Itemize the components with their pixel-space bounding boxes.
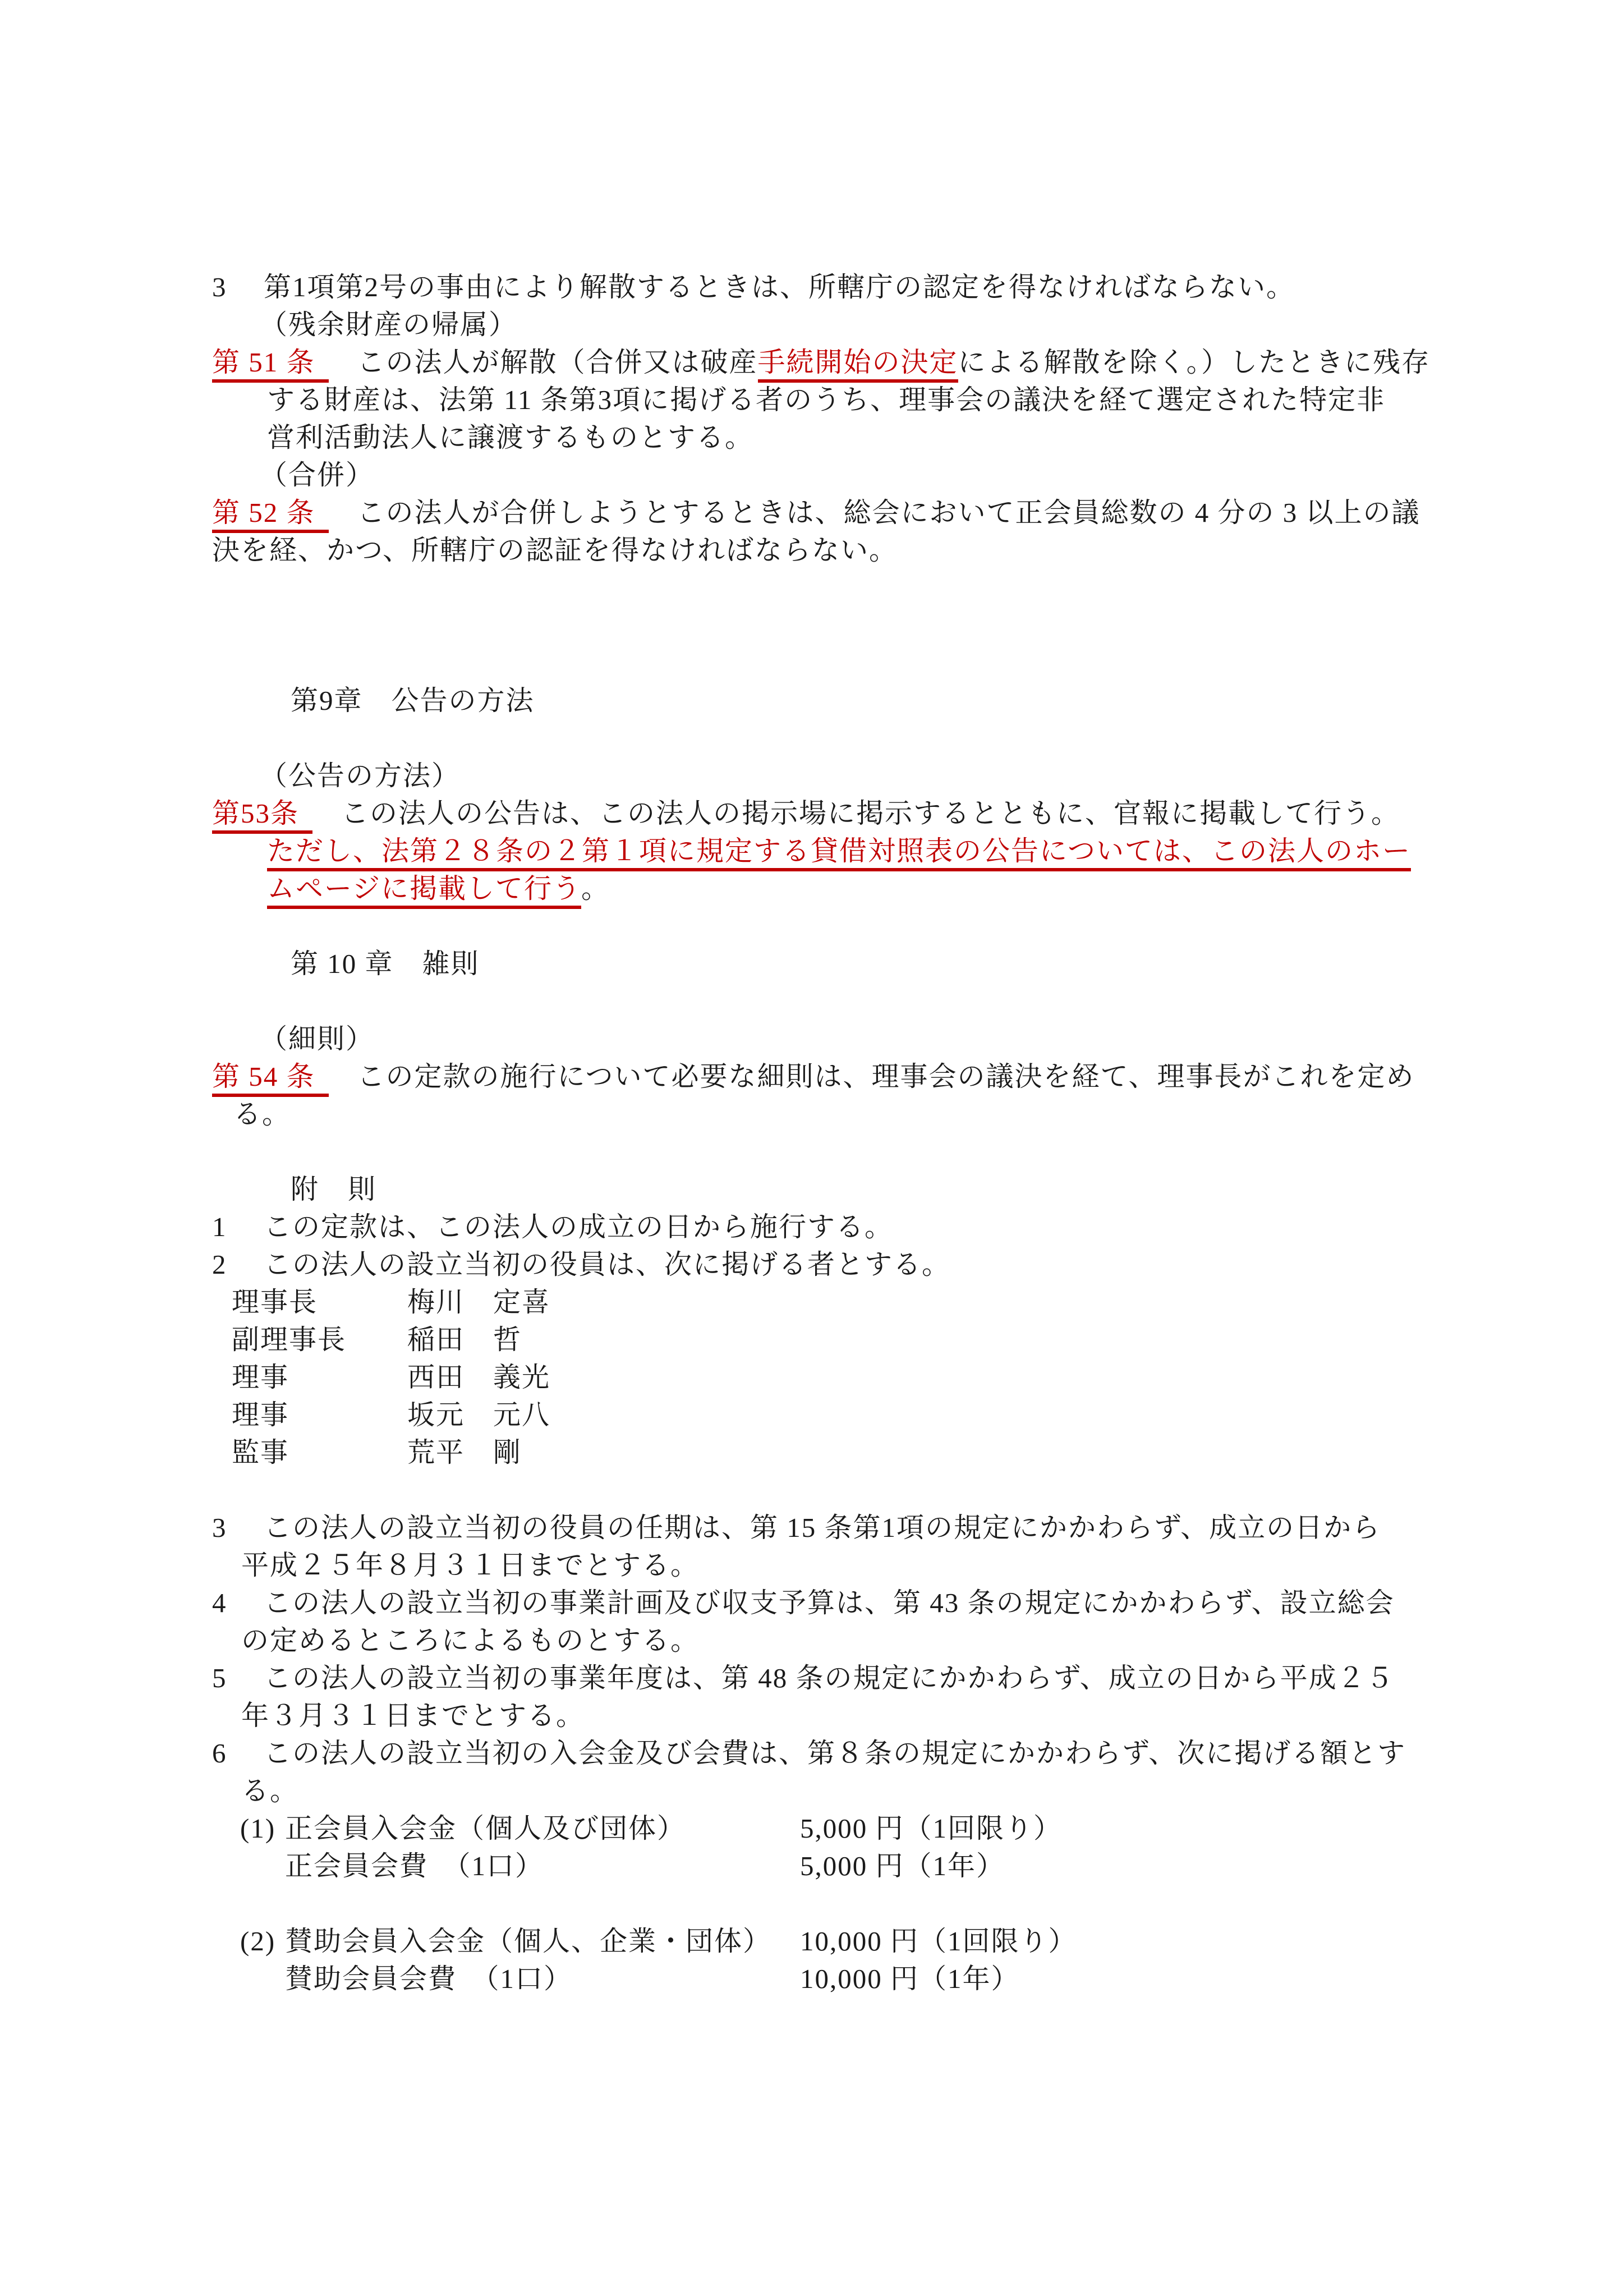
- article-54-line-1: [212, 1058, 1455, 1095]
- merger-label: （合併）: [260, 460, 375, 490]
- item-text: この法人の設立当初の事業計画及び収支予算は、第 43 条の規定にかかわらず、設立総会: [264, 1587, 1395, 1618]
- article-53-period: 。: [581, 873, 610, 904]
- officer-name: 梅川 定喜: [407, 1287, 551, 1317]
- fee-row: [212, 1960, 1455, 1997]
- article-51-number: 第 51 条: [212, 347, 329, 383]
- spacer: [212, 569, 1455, 607]
- article-51-line-1: [212, 343, 1455, 381]
- spacer: [212, 607, 1455, 644]
- item-number: 3: [212, 1512, 227, 1543]
- article-54-number: 第 54 条: [212, 1061, 329, 1097]
- officer-name: 荒平 剛: [407, 1437, 522, 1468]
- spacer: [212, 1471, 1455, 1509]
- officer-title: 副理事長: [232, 1324, 347, 1355]
- article-52-number: 第 52 条: [212, 497, 329, 533]
- supplementary-item-6-cont: る。: [241, 1775, 299, 1806]
- officer-row: [212, 1283, 1455, 1321]
- supplementary-item-6: [212, 1734, 1455, 1772]
- chapter-10-heading: 第 10 章 雑則: [291, 948, 480, 979]
- spacer: [212, 719, 1455, 757]
- fee-row: [212, 1847, 1455, 1885]
- officer-row: [212, 1396, 1455, 1434]
- article-53-red-revision-2: ムページに掲載して行う: [267, 873, 581, 909]
- item-text: この法人の設立当初の役員の任期は、第 15 条第1項の規定にかかわらず、成立の日から: [264, 1512, 1381, 1543]
- fee-label: 正会員会費 （1口）: [285, 1850, 544, 1881]
- item-number: 2: [212, 1249, 227, 1280]
- paragraph-text: 第1項第2号の事由により解散するときは、所轄庁の認定を得なければならない。: [264, 272, 1295, 302]
- fee-label: 正会員入会金（個人及び団体）: [285, 1813, 686, 1844]
- article-53-number: 第53条: [212, 798, 312, 834]
- officer-name: 坂元 元八: [407, 1399, 551, 1430]
- spacer: [212, 644, 1455, 682]
- supplementary-item-3-cont: 平成２５年８月３１日までとする。: [241, 1550, 700, 1581]
- officer-title: 理事: [232, 1362, 289, 1393]
- fee-row: [212, 1922, 1455, 1960]
- spacer: [212, 1885, 1455, 1922]
- spacer: [212, 982, 1455, 1020]
- officer-title: 理事: [232, 1399, 289, 1430]
- item-number: 6: [212, 1738, 227, 1769]
- item-text: この定款は、この法人の成立の日から施行する。: [264, 1211, 894, 1242]
- article-53-red-revision-1: ただし、法第２８条の２第１項に規定する貸借対照表の公告については、この法人のホー: [267, 835, 1411, 871]
- article-52-line-2: 決を経、かつ、所轄庁の認証を得なければならない。: [212, 535, 898, 566]
- officer-name: 西田 義光: [407, 1362, 551, 1393]
- article-51-red-revision: 手続開始の決定: [758, 347, 958, 383]
- article-51-line-2: する財産は、法第 11 条第3項に掲げる者のうち、理事会の議決を経て選定された特定非: [267, 384, 1386, 415]
- supplementary-provisions-heading: 附 則: [291, 1174, 377, 1205]
- item-text: この法人の設立当初の役員は、次に掲げる者とする。: [264, 1249, 951, 1280]
- fee-item-number: (1): [240, 1813, 276, 1844]
- article-54-line-2: る。: [233, 1099, 291, 1129]
- article-51-text-post: による解散を除く。）したときに残存: [958, 347, 1431, 378]
- officer-row: [212, 1321, 1455, 1358]
- item-number: 4: [212, 1587, 227, 1618]
- spacer: [212, 907, 1455, 945]
- fee-row: [212, 1810, 1455, 1847]
- article-53-text: この法人の公告は、この法人の掲示場に掲示するとともに、官報に掲載して行う。: [312, 798, 1400, 829]
- fee-amount: 5,000 円（1年）: [800, 1850, 1005, 1881]
- item-text: この法人の設立当初の事業年度は、第 48 条の規定にかかわらず、成立の日から平成２５: [264, 1663, 1395, 1693]
- item-number: 5: [212, 1663, 227, 1693]
- supplementary-item-5-cont: 年３月３１日までとする。: [241, 1700, 585, 1731]
- article-53-line-3: [212, 870, 1455, 907]
- supplementary-item-2: [212, 1246, 1455, 1283]
- article-53-line-1: [212, 795, 1455, 832]
- fee-amount: 10,000 円（1年）: [800, 1963, 1020, 1994]
- supplementary-item-4: [212, 1584, 1455, 1622]
- fee-item-number: (2): [240, 1926, 276, 1957]
- article-51-line-3: 営利活動法人に譲渡するものとする。: [267, 422, 754, 453]
- supplementary-item-1: [212, 1208, 1455, 1246]
- article-54-text: この定款の施行について必要な細則は、理事会の議決を経て、理事長がこれを定め: [328, 1061, 1415, 1092]
- item-number: 1: [212, 1211, 227, 1242]
- fee-label: 賛助会員入会金（個人、企業・団体）: [285, 1926, 772, 1957]
- fee-label: 賛助会員会費 （1口）: [285, 1963, 573, 1994]
- bylaws-label: （細則）: [260, 1023, 375, 1054]
- article-53-line-2: [212, 832, 1455, 870]
- officer-title: 監事: [232, 1437, 289, 1468]
- fee-amount: 5,000 円（1回限り）: [800, 1813, 1063, 1844]
- officer-row: [212, 1434, 1455, 1471]
- chapter-9-heading: 第9章 公告の方法: [291, 685, 535, 716]
- supplementary-item-5: [212, 1659, 1455, 1697]
- item-text: この法人の設立当初の入会金及び会費は、第８条の規定にかかわらず、次に掲げる額とす: [264, 1738, 1406, 1769]
- officer-row: [212, 1358, 1455, 1396]
- article-51-text-pre: この法人が解散（合併又は破産: [328, 347, 758, 378]
- article-52-line-1: [212, 494, 1455, 531]
- paragraph-number: 3: [212, 272, 227, 302]
- residual-assets-label: （残余財産の帰属）: [260, 309, 518, 340]
- public-notice-label: （公告の方法）: [260, 760, 461, 791]
- article-52-text: この法人が合併しようとするときは、総会において正会員総数の 4 分の 3 以上の議: [328, 497, 1420, 528]
- fee-amount: 10,000 円（1回限り）: [800, 1926, 1077, 1957]
- dissolution-paragraph-3: [212, 268, 1455, 306]
- spacer: [212, 1133, 1455, 1170]
- officer-name: 稲田 哲: [407, 1324, 522, 1355]
- officer-title: 理事長: [232, 1287, 318, 1317]
- supplementary-item-4-cont: の定めるところによるものとする。: [241, 1625, 700, 1656]
- supplementary-item-3: [212, 1509, 1455, 1546]
